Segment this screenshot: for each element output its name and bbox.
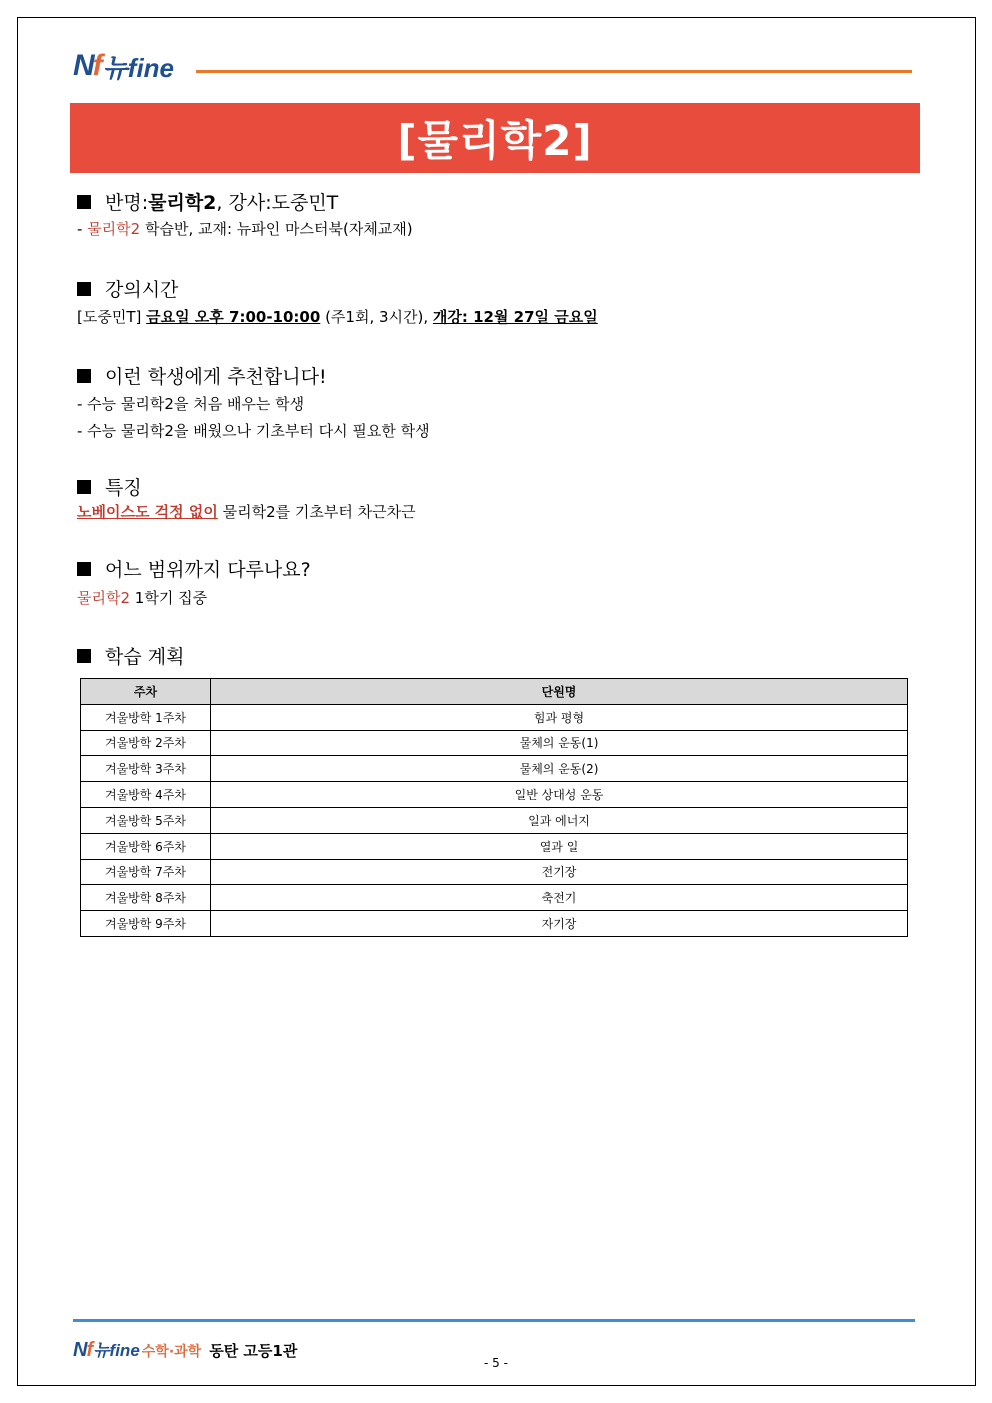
square-bullet-icon	[77, 195, 91, 209]
class-name: 물리학2	[148, 192, 217, 214]
page-title: [물리학2]	[397, 116, 593, 165]
week-cell: 겨울방학 3주차	[81, 756, 211, 782]
study-plan-table	[80, 678, 908, 937]
table-row	[81, 859, 908, 885]
table-row	[81, 756, 908, 782]
column-header-week: 주차	[81, 679, 211, 705]
footer-logo-mark: Nf	[73, 1339, 93, 1361]
unit-cell: 자기장	[211, 911, 908, 937]
schedule-time: 금요일 오후 7:00-10:00	[146, 308, 321, 326]
class-info-line: - 물리학2 학습반, 교재: 뉴파인 마스터북(자체교재)	[77, 220, 413, 238]
unit-cell: 힘과 평형	[211, 704, 908, 730]
week-cell: 겨울방학 5주차	[81, 807, 211, 833]
week-cell: 겨울방학 7주차	[81, 859, 211, 885]
square-bullet-icon	[77, 480, 91, 494]
table-row	[81, 807, 908, 833]
unit-cell: 일반 상대성 운동	[211, 782, 908, 808]
brand-logo	[73, 50, 174, 82]
unit-cell: 전기장	[211, 859, 908, 885]
unit-cell: 일과 에너지	[211, 807, 908, 833]
section-schedule-heading: 강의시간	[77, 275, 178, 302]
square-bullet-icon	[77, 282, 91, 296]
features-line: 노베이스도 걱정 없이 물리학2를 기초부터 차근차근	[77, 503, 416, 521]
footer-logo-wordmark: 뉴fine	[93, 1341, 140, 1360]
table-row	[81, 730, 908, 756]
section-recommend-heading: 이런 학생에게 추천합니다!	[77, 362, 327, 389]
section-scope-heading: 어느 범위까지 다루나요?	[77, 555, 311, 582]
section-features-heading: 특징	[77, 473, 142, 500]
table-row	[81, 833, 908, 859]
recommend-item: - 수능 물리학2을 처음 배우는 학생	[77, 395, 305, 413]
week-cell: 겨울방학 9주차	[81, 911, 211, 937]
title-banner	[70, 103, 920, 173]
header-rule	[196, 70, 912, 73]
square-bullet-icon	[77, 562, 91, 576]
logo-wordmark: 뉴fine	[102, 52, 175, 83]
scope-line: 물리학2 1학기 집중	[77, 589, 208, 607]
unit-cell: 열과 일	[211, 833, 908, 859]
unit-cell: 축전기	[211, 885, 908, 911]
week-cell: 겨울방학 2주차	[81, 730, 211, 756]
footer-subjects: 수학·과학	[141, 1344, 202, 1360]
table-row	[81, 885, 908, 911]
recommend-item: - 수능 물리학2을 배웠으나 기초부터 다시 필요한 학생	[77, 422, 430, 440]
logo-mark: Nf	[73, 49, 101, 82]
column-header-unit: 단원명	[211, 679, 908, 705]
table-row	[81, 782, 908, 808]
footer-branch: 동탄 고등1관	[209, 1342, 298, 1360]
unit-cell: 물체의 운동(1)	[211, 730, 908, 756]
page-number: - 5 -	[484, 1356, 508, 1370]
footer-rule	[73, 1319, 915, 1322]
section-class-info-heading: 반명: 물리학2 , 강사: 도중민T	[77, 188, 338, 215]
square-bullet-icon	[77, 369, 91, 383]
table-row	[81, 911, 908, 937]
section-plan-heading: 학습 계획	[77, 642, 184, 669]
table-header-row	[81, 679, 908, 705]
start-date: 개강: 12월 27일 금요일	[432, 308, 598, 326]
unit-cell: 물체의 운동(2)	[211, 756, 908, 782]
schedule-line: [도중민T] 금요일 오후 7:00-10:00 (주1회, 3시간), 개강: 12월 27일 금요일	[77, 308, 598, 326]
table-row	[81, 704, 908, 730]
week-cell: 겨울방학 8주차	[81, 885, 211, 911]
features-highlight: 노베이스도 걱정 없이	[77, 503, 218, 521]
week-cell: 겨울방학 4주차	[81, 782, 211, 808]
week-cell: 겨울방학 6주차	[81, 833, 211, 859]
square-bullet-icon	[77, 649, 91, 663]
week-cell: 겨울방학 1주차	[81, 704, 211, 730]
teacher-name: 도중민T	[271, 192, 339, 214]
